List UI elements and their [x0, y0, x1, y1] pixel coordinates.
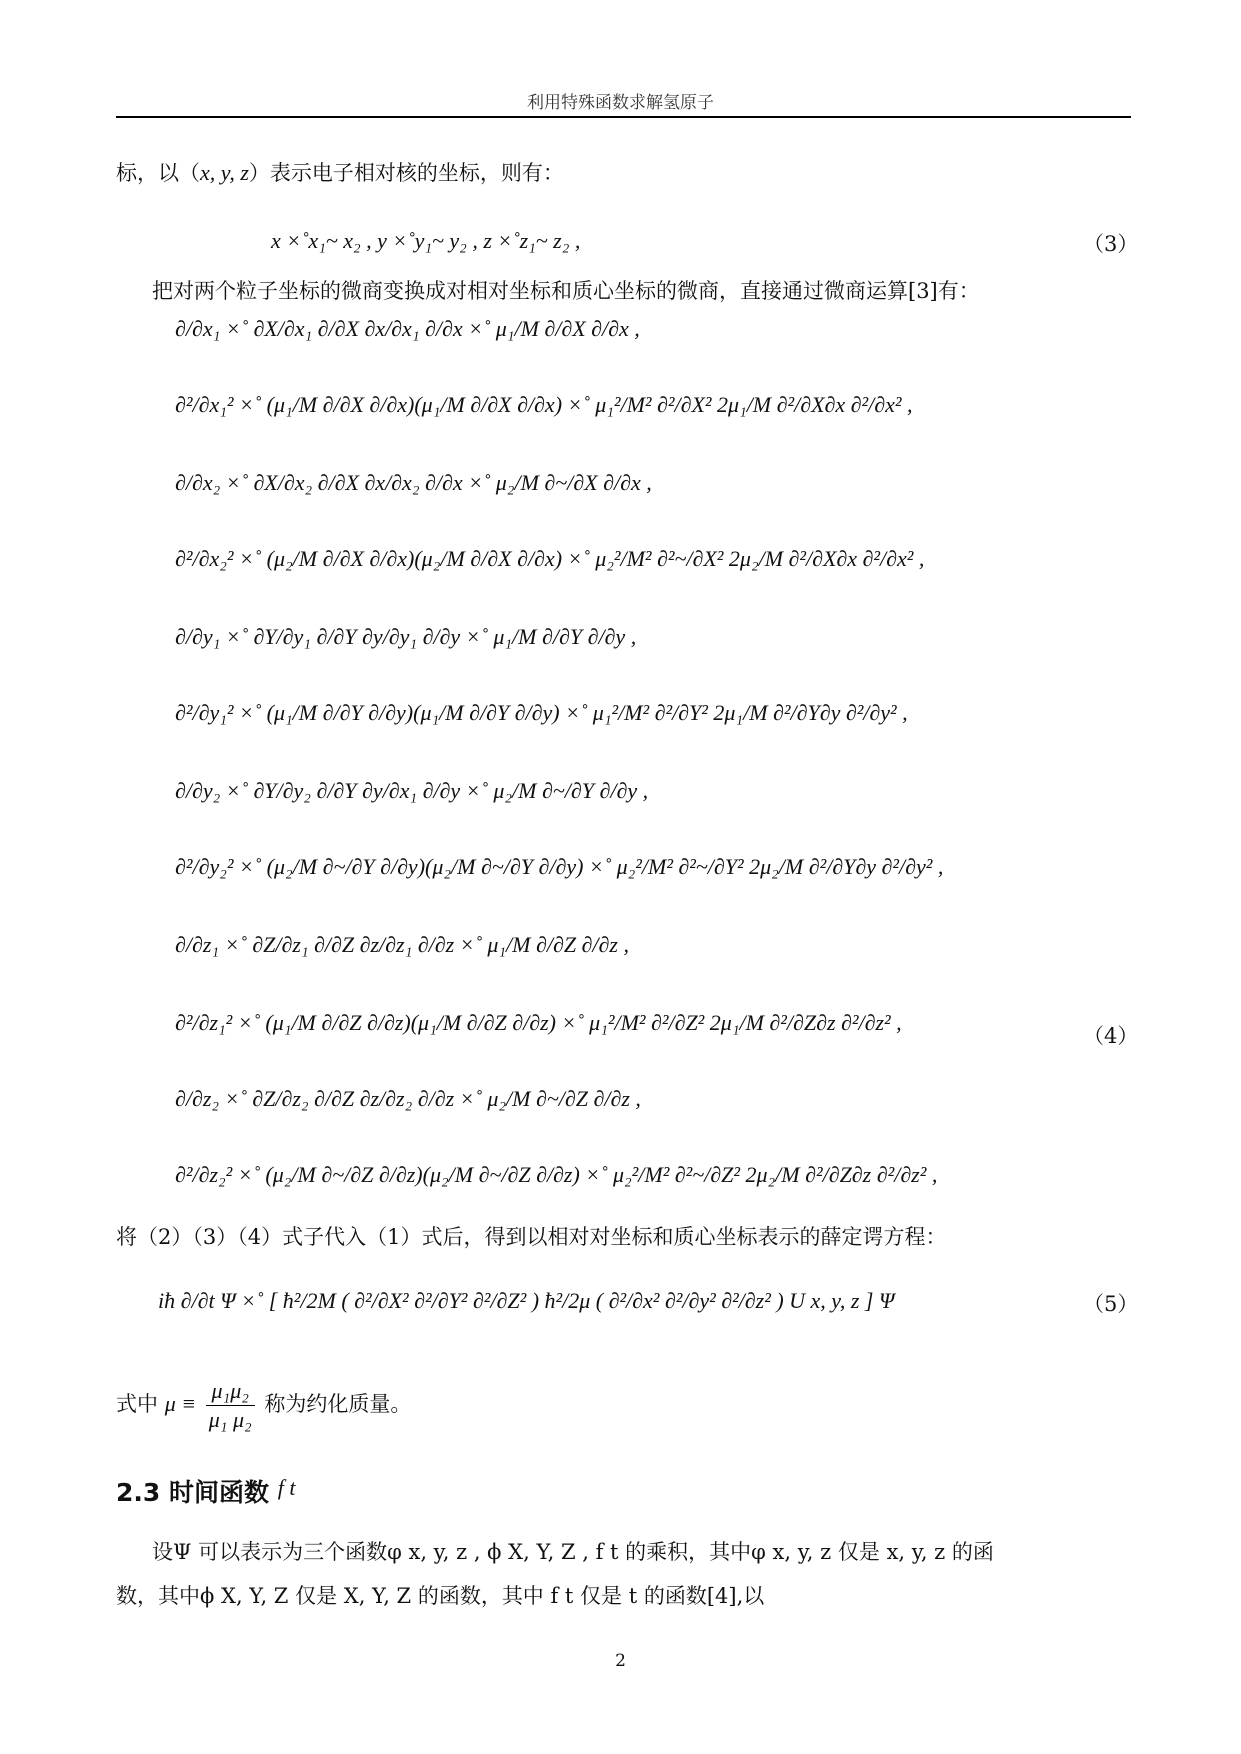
- equation-4-line: ∂/∂z₂ ×˚ ∂Z/∂z₂ ∂/∂Z ∂z/∂z₂ ∂/∂z ×˚ μ₂/M ∂~/∂Z ∂/∂z ,: [175, 1086, 641, 1111]
- substitution-paragraph: 将（2）（3）（4）式子代入（1）式后，得到以相对对坐标和质心坐标表示的薛定谔方程：: [116, 1225, 947, 1249]
- intro-suffix: ）表示电子相对核的坐标，则有：: [248, 161, 564, 185]
- equation-5: iħ ∂/∂t Ψ ×˚ [ ħ²/2M ( ∂²/∂X² ∂²/∂Y² ∂²/∂Z² ) ħ²/2μ ( ∂²/∂x² ∂²/∂y² ∂²/∂z² ) U x, y, z ] Ψ: [158, 1288, 895, 1313]
- body-line-1: 设Ψ 可以表示为三个函数φ x, y, z , ϕ X, Y, Z , f t 的乘积，其中φ x, y, z 仅是 x, y, z 的函: [152, 1540, 994, 1564]
- equation-4-line: ∂²/∂z₁² ×˚ (μ₁/M ∂/∂Z ∂/∂z)(μ₁/M ∂/∂Z ∂/∂z) ×˚ μ₁²/M² ∂²/∂Z² 2μ₁/M ∂²/∂Z∂z ∂²/∂z² ,: [175, 1010, 902, 1035]
- equation-4-line: ∂²/∂x₂² ×˚ (μ₂/M ∂/∂X ∂/∂x)(μ₂/M ∂/∂X ∂/∂x) ×˚ μ₂²/M² ∂²~/∂X² 2μ₂/M ∂²/∂X∂x ∂²/∂x² ,: [175, 546, 925, 571]
- equation-4-line: ∂/∂y₂ ×˚ ∂Y/∂y₂ ∂/∂Y ∂y/∂x₁ ∂/∂y ×˚ μ₂/M ∂~/∂Y ∂/∂y ,: [175, 778, 649, 803]
- equation-3-number: （3）: [1083, 232, 1139, 256]
- equation-4-line: ∂/∂y₁ ×˚ ∂Y/∂y₁ ∂/∂Y ∂y/∂y₁ ∂/∂y ×˚ μ₁/M ∂/∂Y ∂/∂y ,: [175, 624, 637, 649]
- page-number: 2: [615, 1651, 626, 1671]
- reduced-mass-lhs: μ ≡: [164, 1391, 197, 1416]
- reduced-mass-prefix: 式中: [116, 1392, 158, 1416]
- body-line-2: 数，其中ϕ X, Y, Z 仅是 X, Y, Z 的函数，其中 f t 仅是 t 的函数[4],以: [116, 1584, 765, 1608]
- equation-5-number: （5）: [1083, 1292, 1139, 1316]
- header-rule: [116, 116, 1131, 118]
- section-function: f t: [277, 1475, 296, 1500]
- reduced-mass-suffix: 称为约化质量。: [264, 1392, 412, 1416]
- reduced-mass-denominator: μ₁ μ₂: [208, 1407, 252, 1432]
- section-heading: [116, 1473, 295, 1509]
- reduced-mass-fraction: [206, 1378, 255, 1433]
- equation-4-line: ∂²/∂y₁² ×˚ (μ₁/M ∂/∂Y ∂/∂y)(μ₁/M ∂/∂Y ∂/∂y) ×˚ μ₁²/M² ∂²/∂Y² 2μ₁/M ∂²/∂Y∂y ∂²/∂y² ,: [175, 700, 908, 725]
- equation-4-line: ∂²/∂z₂² ×˚ (μ₂/M ∂~/∂Z ∂/∂z)(μ₂/M ∂~/∂Z ∂/∂z) ×˚ μ₂²/M² ∂²~/∂Z² 2μ₂/M ∂²/∂Z∂z ∂²/∂z² ,: [175, 1162, 938, 1187]
- intro-prefix: 标，以（: [116, 161, 200, 185]
- reduced-mass-line: [116, 1378, 411, 1433]
- intro-line: [116, 158, 564, 188]
- running-header: 利用特殊函数求解氢原子: [527, 93, 714, 113]
- equation-4-line: ∂/∂x₂ ×˚ ∂X/∂x₂ ∂/∂X ∂x/∂x₂ ∂/∂x ×˚ μ₂/M ∂~/∂X ∂/∂x ,: [175, 470, 652, 495]
- equation-4-line: ∂/∂z₁ ×˚ ∂Z/∂z₁ ∂/∂Z ∂z/∂z₁ ∂/∂z ×˚ μ₁/M ∂/∂Z ∂/∂z ,: [175, 932, 629, 957]
- equation-4-line: ∂/∂x₁ ×˚ ∂X/∂x₁ ∂/∂X ∂x/∂x₁ ∂/∂x ×˚ μ₁/M ∂/∂X ∂/∂x ,: [175, 316, 640, 341]
- equation-3: x ×˚x₁~ x₂ , y ×˚y₁~ y₂ , z ×˚z₁~ z₂ ,: [271, 228, 581, 253]
- intro-vars: x, y, z: [200, 160, 249, 185]
- transform-paragraph: 把对两个粒子坐标的微商变换成对相对坐标和质心坐标的微商，直接通过微商运算[3]有：: [152, 279, 980, 303]
- section-title: 2.3 时间函数: [116, 1478, 269, 1507]
- equation-4-line: ∂²/∂y₂² ×˚ (μ₂/M ∂~/∂Y ∂/∂y)(μ₂/M ∂~/∂Y ∂/∂y) ×˚ μ₂²/M² ∂²~/∂Y² 2μ₂/M ∂²/∂Y∂y ∂²/∂y² ,: [175, 854, 944, 879]
- reduced-mass-numerator: μ₁μ₂: [206, 1378, 255, 1406]
- equation-4-line: ∂²/∂x₁² ×˚ (μ₁/M ∂/∂X ∂/∂x)(μ₁/M ∂/∂X ∂/∂x) ×˚ μ₁²/M² ∂²/∂X² 2μ₁/M ∂²/∂X∂x ∂²/∂x² ,: [175, 392, 913, 417]
- equation-4-number: （4）: [1083, 1024, 1139, 1048]
